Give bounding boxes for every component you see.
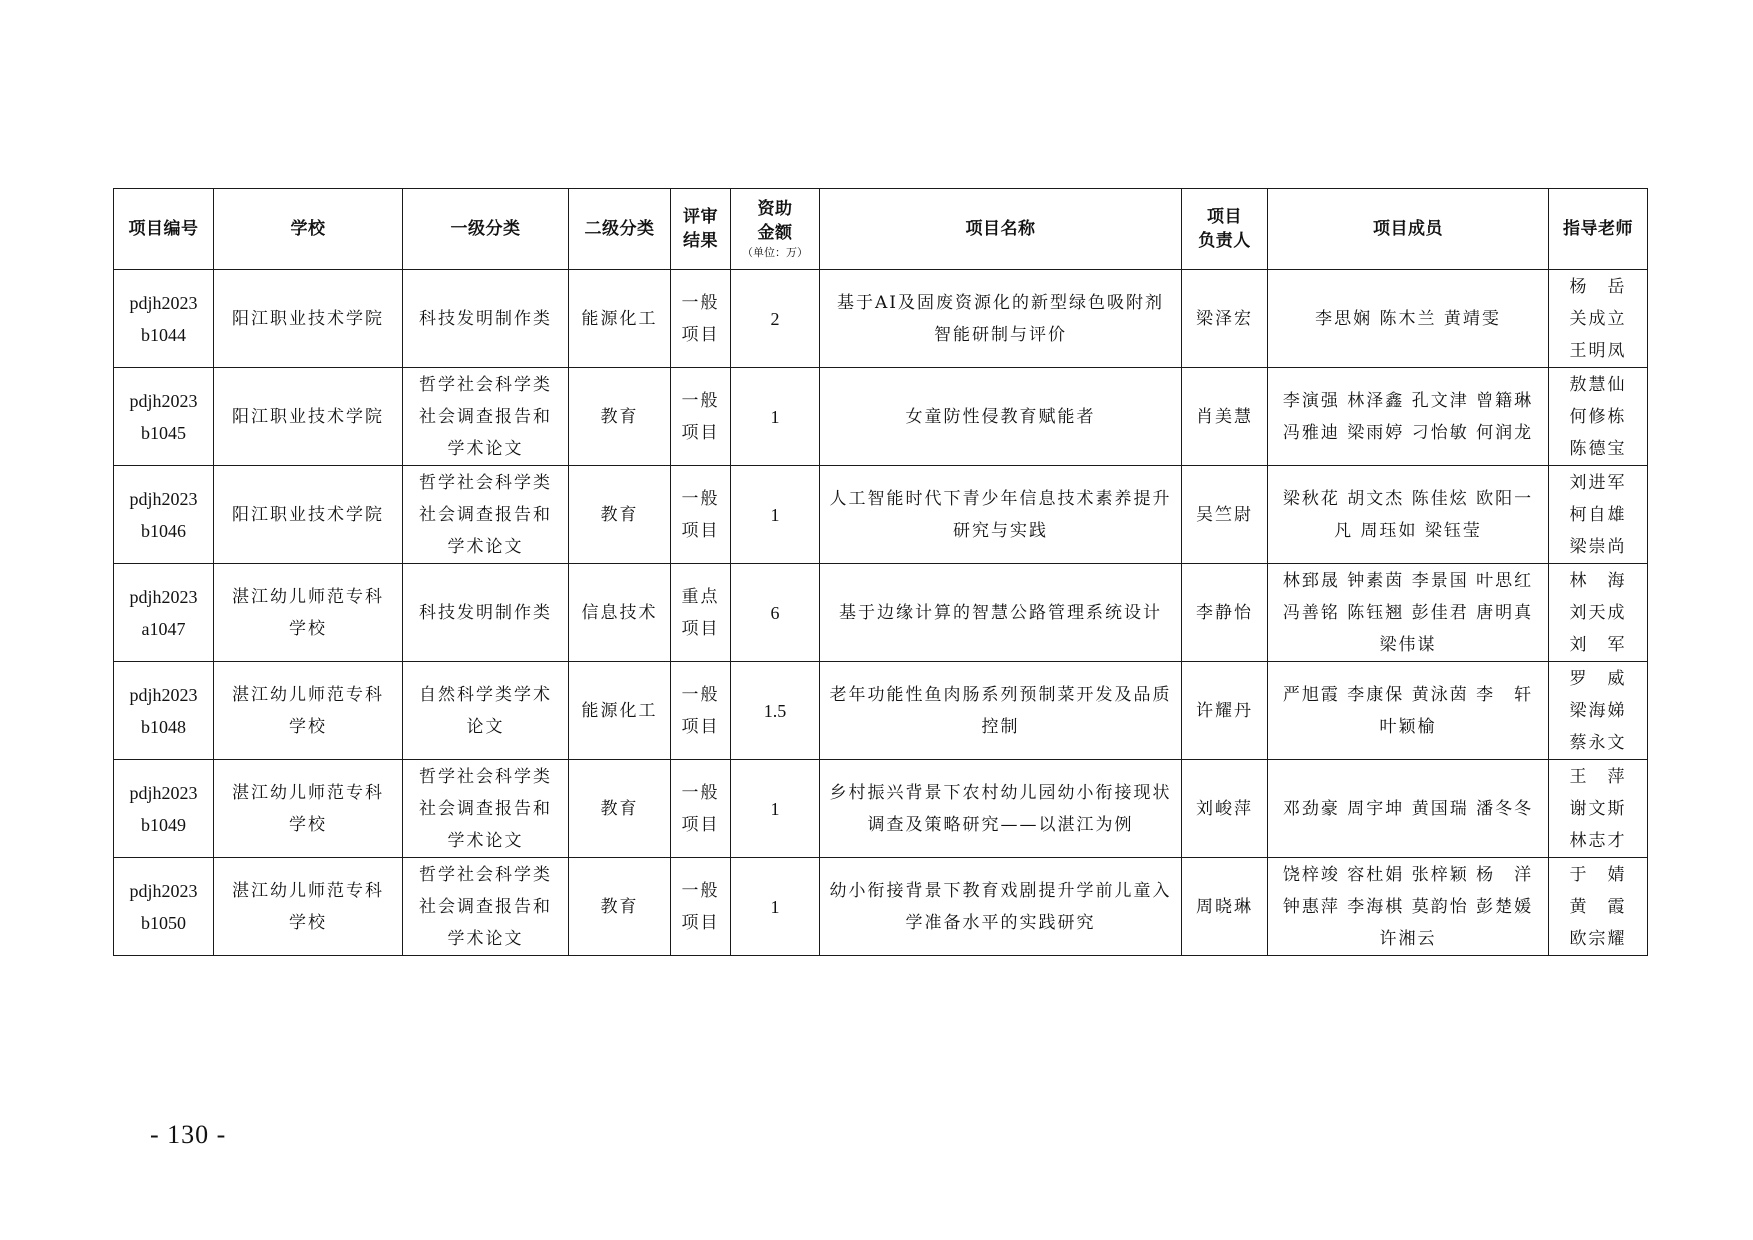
header-members: 项目成员 bbox=[1268, 189, 1549, 270]
leader-cell: 刘峻萍 bbox=[1182, 760, 1268, 858]
review-result-cell bbox=[671, 760, 731, 858]
header-review-result-line1: 评审 bbox=[683, 207, 718, 227]
header-school: 学校 bbox=[214, 189, 403, 270]
review-result-line: 一般 bbox=[681, 782, 720, 803]
category-1-line: 自然科学类学术 bbox=[419, 684, 552, 705]
school-cell bbox=[214, 564, 403, 662]
advisors-line: 刘进军 bbox=[1569, 472, 1627, 493]
header-leader-line1: 项目 bbox=[1207, 207, 1242, 227]
category-1-cell bbox=[403, 270, 569, 368]
funding-amount-cell: 1.5 bbox=[731, 662, 820, 760]
review-result-cell bbox=[671, 858, 731, 956]
project-name-line: 学准备水平的实践研究 bbox=[905, 912, 1096, 933]
leader-cell: 吴竺尉 bbox=[1182, 466, 1268, 564]
leader-cell: 肖美慧 bbox=[1182, 368, 1268, 466]
header-category-2: 二级分类 bbox=[569, 189, 671, 270]
school-line: 湛江幼儿师范专科 bbox=[232, 782, 384, 803]
members-line: 冯雅迪 梁雨婷 刁怡敏 何润龙 bbox=[1282, 422, 1534, 443]
project-code-line: pdjh2023 bbox=[129, 880, 198, 901]
funding-amount-cell: 1 bbox=[731, 466, 820, 564]
members-line: 凡 周珏如 梁钰莹 bbox=[1334, 520, 1482, 541]
leader-cell: 李静怡 bbox=[1182, 564, 1268, 662]
project-code-cell bbox=[114, 858, 214, 956]
advisors-cell bbox=[1549, 564, 1648, 662]
advisors-line: 罗 威 bbox=[1569, 668, 1627, 689]
project-name-cell bbox=[820, 760, 1182, 858]
members-line: 许湘云 bbox=[1379, 928, 1437, 949]
table-body bbox=[114, 270, 1648, 956]
project-name-line: 老年功能性鱼肉肠系列预制菜开发及品质 bbox=[829, 684, 1172, 705]
school-line: 湛江幼儿师范专科 bbox=[232, 880, 384, 901]
category-1-cell bbox=[403, 858, 569, 956]
advisors-cell bbox=[1549, 270, 1648, 368]
table-row bbox=[114, 466, 1648, 564]
category-1-line: 论文 bbox=[466, 716, 505, 737]
advisors-cell bbox=[1549, 466, 1648, 564]
project-name-cell bbox=[820, 270, 1182, 368]
project-code-line: b1044 bbox=[141, 324, 186, 345]
members-cell bbox=[1268, 760, 1549, 858]
project-code-line: b1045 bbox=[141, 422, 186, 443]
members-line: 钟惠萍 李海棋 莫韵怡 彭楚媛 bbox=[1282, 896, 1534, 917]
school-line: 学校 bbox=[289, 814, 327, 835]
project-name-line: 乡村振兴背景下农村幼儿园幼小衔接现状 bbox=[829, 782, 1172, 803]
table-row bbox=[114, 270, 1648, 368]
header-funding-unit: （单位：万） bbox=[742, 246, 808, 259]
category-1-line: 科技发明制作类 bbox=[419, 602, 552, 623]
category-1-line: 科技发明制作类 bbox=[419, 308, 552, 329]
advisors-cell bbox=[1549, 760, 1648, 858]
table-row bbox=[114, 564, 1648, 662]
project-name-cell bbox=[820, 564, 1182, 662]
school-cell bbox=[214, 270, 403, 368]
category-1-line: 社会调查报告和 bbox=[419, 504, 552, 525]
school-cell bbox=[214, 466, 403, 564]
project-code-line: b1048 bbox=[141, 716, 186, 737]
header-funding-amount bbox=[731, 189, 820, 270]
members-cell bbox=[1268, 270, 1549, 368]
table-row bbox=[114, 662, 1648, 760]
project-code-cell bbox=[114, 270, 214, 368]
project-code-line: pdjh2023 bbox=[129, 586, 198, 607]
project-code-line: b1050 bbox=[141, 912, 186, 933]
members-line: 饶梓竣 容杜娟 张梓颖 杨 洋 bbox=[1282, 864, 1534, 885]
advisors-line: 刘 军 bbox=[1569, 634, 1627, 655]
members-line: 李演强 林泽鑫 孔文津 曾籍琳 bbox=[1282, 390, 1534, 411]
review-result-cell bbox=[671, 466, 731, 564]
review-result-line: 项目 bbox=[681, 618, 720, 639]
review-result-line: 一般 bbox=[681, 390, 720, 411]
category-1-line: 哲学社会科学类 bbox=[419, 374, 552, 395]
review-result-line: 一般 bbox=[681, 684, 720, 705]
members-line: 叶颖榆 bbox=[1379, 716, 1437, 737]
header-leader-line2: 负责人 bbox=[1198, 231, 1251, 251]
project-name-cell bbox=[820, 368, 1182, 466]
project-code-cell bbox=[114, 662, 214, 760]
review-result-line: 项目 bbox=[681, 520, 720, 541]
header-funding-amount-line2: 金额 bbox=[757, 223, 793, 243]
category-1-cell bbox=[403, 564, 569, 662]
school-line: 学校 bbox=[289, 716, 327, 737]
members-line: 冯善铭 陈钰翘 彭佳君 唐明真 bbox=[1282, 602, 1534, 623]
review-result-line: 一般 bbox=[681, 488, 720, 509]
advisors-line: 林志才 bbox=[1569, 830, 1627, 851]
header-review-result bbox=[671, 189, 731, 270]
project-table bbox=[113, 188, 1648, 956]
advisors-line: 敖慧仙 bbox=[1569, 374, 1627, 395]
project-code-line: pdjh2023 bbox=[129, 292, 198, 313]
members-cell bbox=[1268, 466, 1549, 564]
advisors-line: 梁崇尚 bbox=[1569, 536, 1627, 557]
project-code-line: b1049 bbox=[141, 814, 186, 835]
header-leader bbox=[1182, 189, 1268, 270]
project-code-cell bbox=[114, 466, 214, 564]
category-1-line: 学术论文 bbox=[447, 536, 524, 557]
advisors-line: 蔡永文 bbox=[1569, 732, 1627, 753]
advisors-line: 陈德宝 bbox=[1569, 438, 1627, 459]
members-line: 梁秋花 胡文杰 陈佳炫 欧阳一 bbox=[1282, 488, 1534, 509]
funding-amount-cell: 2 bbox=[731, 270, 820, 368]
funding-amount-cell: 1 bbox=[731, 368, 820, 466]
project-name-line: 人工智能时代下青少年信息技术素养提升 bbox=[829, 488, 1172, 509]
advisors-cell bbox=[1549, 662, 1648, 760]
members-cell bbox=[1268, 662, 1549, 760]
advisors-line: 王明凤 bbox=[1569, 340, 1627, 361]
funding-amount-cell: 1 bbox=[731, 858, 820, 956]
category-1-cell bbox=[403, 760, 569, 858]
leader-cell: 周晓琳 bbox=[1182, 858, 1268, 956]
leader-cell: 梁泽宏 bbox=[1182, 270, 1268, 368]
school-line: 阳江职业技术学院 bbox=[232, 504, 384, 525]
members-cell bbox=[1268, 564, 1549, 662]
advisors-line: 黄 霞 bbox=[1569, 896, 1627, 917]
table-row bbox=[114, 368, 1648, 466]
table-row bbox=[114, 858, 1648, 956]
category-2-cell: 教育 bbox=[569, 466, 671, 564]
school-line: 学校 bbox=[289, 912, 327, 933]
header-advisors: 指导老师 bbox=[1549, 189, 1648, 270]
review-result-line: 项目 bbox=[681, 912, 720, 933]
project-name-cell bbox=[820, 858, 1182, 956]
header-category-1: 一级分类 bbox=[403, 189, 569, 270]
project-code-line: pdjh2023 bbox=[129, 488, 198, 509]
project-code-cell bbox=[114, 564, 214, 662]
category-2-cell: 能源化工 bbox=[569, 270, 671, 368]
review-result-line: 重点 bbox=[681, 586, 720, 607]
school-cell bbox=[214, 858, 403, 956]
school-line: 学校 bbox=[289, 618, 327, 639]
project-code-cell bbox=[114, 760, 214, 858]
category-1-cell bbox=[403, 466, 569, 564]
review-result-line: 一般 bbox=[681, 880, 720, 901]
advisors-line: 梁海娣 bbox=[1569, 700, 1627, 721]
project-name-line: 幼小衔接背景下教育戏剧提升学前儿童入 bbox=[829, 880, 1172, 901]
advisors-line: 关成立 bbox=[1569, 308, 1627, 329]
school-line: 湛江幼儿师范专科 bbox=[232, 586, 384, 607]
page-number: - 130 - bbox=[150, 1120, 227, 1149]
school-line: 阳江职业技术学院 bbox=[232, 308, 384, 329]
school-cell bbox=[214, 368, 403, 466]
school-cell bbox=[214, 760, 403, 858]
category-1-line: 社会调查报告和 bbox=[419, 798, 552, 819]
header-row bbox=[114, 189, 1648, 270]
category-1-line: 学术论文 bbox=[447, 928, 524, 949]
project-code-cell bbox=[114, 368, 214, 466]
review-result-cell bbox=[671, 662, 731, 760]
members-line: 梁伟谋 bbox=[1379, 634, 1437, 655]
category-1-line: 社会调查报告和 bbox=[419, 896, 552, 917]
category-1-line: 社会调查报告和 bbox=[419, 406, 552, 427]
project-name-cell bbox=[820, 662, 1182, 760]
category-1-line: 哲学社会科学类 bbox=[419, 472, 552, 493]
review-result-cell bbox=[671, 270, 731, 368]
project-name-line: 研究与实践 bbox=[953, 520, 1048, 541]
table-row bbox=[114, 760, 1648, 858]
advisors-line: 杨 岳 bbox=[1569, 276, 1627, 297]
members-cell bbox=[1268, 858, 1549, 956]
members-line: 邓劲豪 周宇坤 黄国瑞 潘冬冬 bbox=[1282, 798, 1534, 819]
review-result-line: 项目 bbox=[681, 324, 720, 345]
category-1-line: 哲学社会科学类 bbox=[419, 766, 552, 787]
category-1-cell bbox=[403, 662, 569, 760]
category-1-line: 哲学社会科学类 bbox=[419, 864, 552, 885]
category-1-cell bbox=[403, 368, 569, 466]
members-line: 李思娴 陈木兰 黄靖雯 bbox=[1315, 308, 1501, 329]
review-result-line: 一般 bbox=[681, 292, 720, 313]
project-code-line: pdjh2023 bbox=[129, 782, 198, 803]
project-code-line: b1046 bbox=[141, 520, 186, 541]
category-1-line: 学术论文 bbox=[447, 830, 524, 851]
funding-amount-cell: 6 bbox=[731, 564, 820, 662]
project-name-line: 调查及策略研究——以湛江为例 bbox=[867, 814, 1134, 835]
category-2-cell: 能源化工 bbox=[569, 662, 671, 760]
leader-cell: 许耀丹 bbox=[1182, 662, 1268, 760]
advisors-line: 王 萍 bbox=[1569, 766, 1627, 787]
advisors-line: 何修栋 bbox=[1569, 406, 1627, 427]
project-code-line: pdjh2023 bbox=[129, 390, 198, 411]
school-line: 湛江幼儿师范专科 bbox=[232, 684, 384, 705]
category-2-cell: 教育 bbox=[569, 858, 671, 956]
advisors-line: 欧宗耀 bbox=[1569, 928, 1627, 949]
header-project-name: 项目名称 bbox=[820, 189, 1182, 270]
review-result-cell bbox=[671, 564, 731, 662]
review-result-line: 项目 bbox=[681, 716, 720, 737]
category-2-cell: 信息技术 bbox=[569, 564, 671, 662]
advisors-line: 于 婧 bbox=[1569, 864, 1627, 885]
advisors-line: 刘天成 bbox=[1569, 602, 1627, 623]
category-2-cell: 教育 bbox=[569, 760, 671, 858]
project-name-cell bbox=[820, 466, 1182, 564]
project-code-line: a1047 bbox=[141, 618, 186, 639]
advisors-cell bbox=[1549, 858, 1648, 956]
category-2-cell: 教育 bbox=[569, 368, 671, 466]
project-name-line: 智能研制与评价 bbox=[934, 324, 1067, 345]
header-review-result-line2: 结果 bbox=[683, 231, 718, 251]
project-name-line: 基于AI及固废资源化的新型绿色吸附剂 bbox=[837, 292, 1164, 313]
school-line: 阳江职业技术学院 bbox=[232, 406, 384, 427]
school-cell bbox=[214, 662, 403, 760]
advisors-line: 谢文斯 bbox=[1569, 798, 1627, 819]
project-name-line: 基于边缘计算的智慧公路管理系统设计 bbox=[839, 602, 1162, 623]
members-line: 严旭霞 李康保 黄泳茵 李 轩 bbox=[1282, 684, 1534, 705]
review-result-line: 项目 bbox=[681, 422, 720, 443]
category-1-line: 学术论文 bbox=[447, 438, 524, 459]
project-name-line: 女童防性侵教育赋能者 bbox=[905, 406, 1096, 427]
header-funding-amount-line1: 资助 bbox=[757, 199, 793, 219]
project-code-line: pdjh2023 bbox=[129, 684, 198, 705]
advisors-line: 柯自雄 bbox=[1569, 504, 1627, 525]
project-name-line: 控制 bbox=[981, 716, 1020, 737]
review-result-line: 项目 bbox=[681, 814, 720, 835]
review-result-cell bbox=[671, 368, 731, 466]
members-line: 林郅晟 钟素茵 李景国 叶思红 bbox=[1282, 570, 1534, 591]
advisors-line: 林 海 bbox=[1569, 570, 1627, 591]
members-cell bbox=[1268, 368, 1549, 466]
advisors-cell bbox=[1549, 368, 1648, 466]
funding-amount-cell: 1 bbox=[731, 760, 820, 858]
header-code: 项目编号 bbox=[114, 189, 214, 270]
